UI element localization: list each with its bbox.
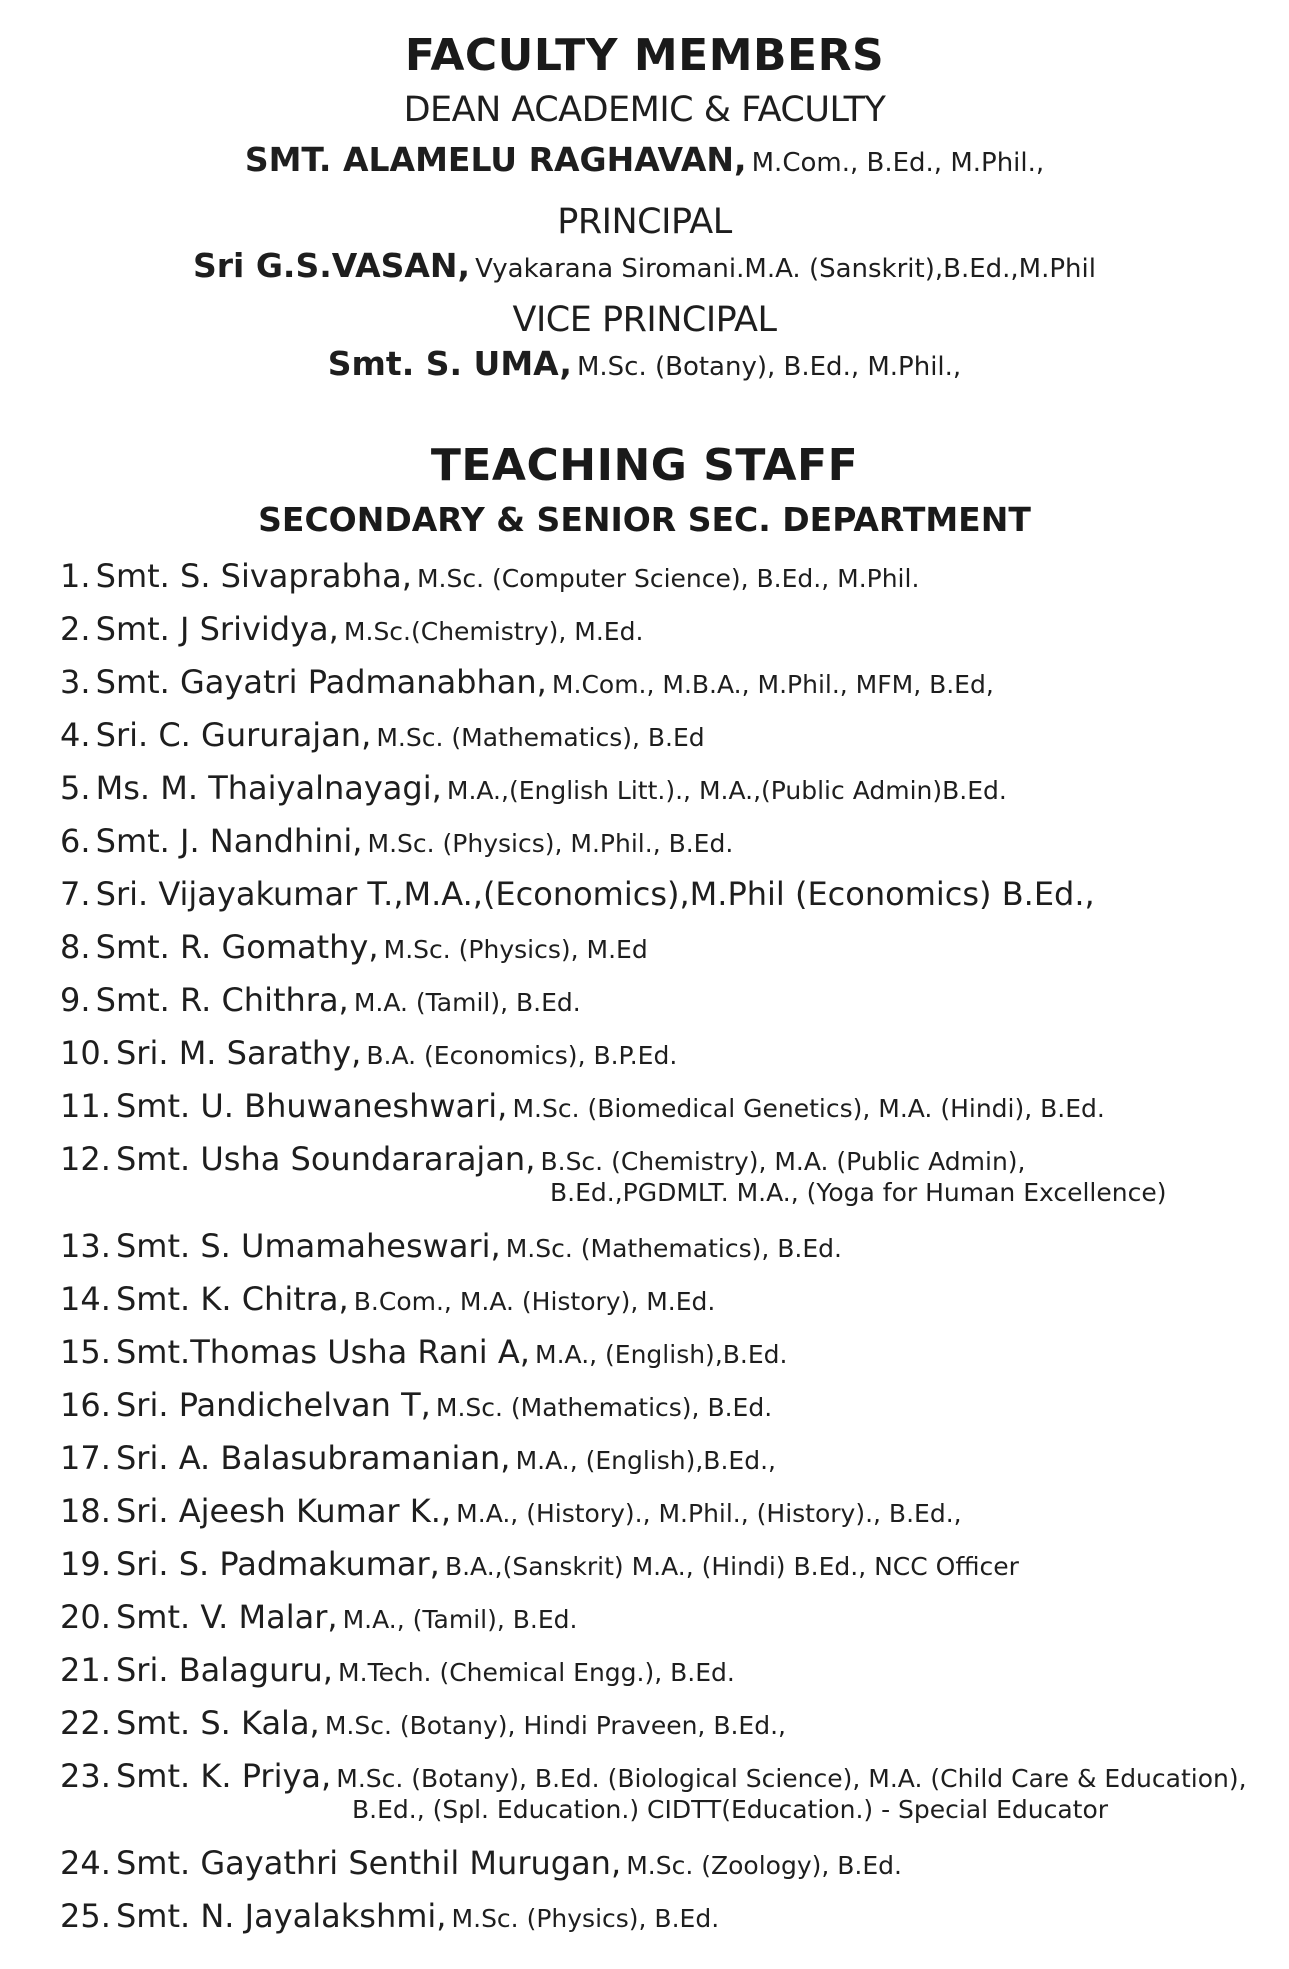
- staff-name: Smt. Usha Soundararajan,: [115, 1140, 536, 1178]
- staff-qualifications: M.Sc. (Mathematics), B.Ed.: [435, 1393, 773, 1422]
- staff-qualifications: M.A., (English),B.Ed.: [535, 1340, 788, 1369]
- staff-name: Smt.Thomas Usha Rani A,: [115, 1333, 530, 1371]
- staff-list-item: 13. Smt. S. Umamaheswari, M.Sc. (Mathematics), B.Ed.: [60, 1227, 842, 1265]
- staff-name: Sri. Ajeesh Kumar K.,: [115, 1492, 452, 1530]
- staff-name: Smt. S. Umamaheswari,: [115, 1227, 501, 1265]
- staff-name: Smt. Gayatri Padmanabhan,: [95, 663, 547, 701]
- staff-list-item: 1. Smt. S. Sivaprabha, M.Sc. (Computer Science), B.Ed., M.Phil.: [60, 557, 920, 595]
- staff-qualifications: M.Sc. (Mathematics), B.Ed: [376, 723, 705, 752]
- staff-name: Sri. S. Padmakumar,: [115, 1545, 440, 1583]
- faculty-members-heading: FACULTY MEMBERS: [404, 30, 885, 81]
- staff-qualifications: M.Sc. (Physics), M.Phil., B.Ed.: [367, 829, 734, 858]
- vice-principal-name: Smt. S. UMA,: [327, 344, 572, 383]
- staff-qualifications: B.A. (Economics), B.P.Ed.: [366, 1041, 678, 1070]
- staff-name: Smt. J Srividya,: [95, 610, 339, 648]
- staff-list-item: 15. Smt.Thomas Usha Rani A, M.A., (English),B.Ed.: [60, 1333, 788, 1371]
- staff-name: Sri. Balaguru,: [115, 1651, 333, 1689]
- dean-qualifications: M.Com., B.Ed., M.Phil.,: [751, 148, 1045, 178]
- dean-entry: [0, 140, 1289, 179]
- staff-list-item: 16. Sri. Pandichelvan T, M.Sc. (Mathematics), B.Ed.: [60, 1386, 773, 1424]
- staff-qualifications: M.Sc. (Botany), Hindi Praveen, B.Ed.,: [324, 1711, 786, 1740]
- principal-role-label: PRINCIPAL: [557, 202, 732, 242]
- staff-list-item: 24. Smt. Gayathri Senthil Murugan, M.Sc. (Zoology), B.Ed.: [60, 1844, 902, 1882]
- staff-name: Smt. N. Jayalakshmi,: [115, 1897, 447, 1935]
- staff-name: Smt. U. Bhuwaneshwari,: [115, 1087, 508, 1125]
- staff-qualifications: M.A., (English),B.Ed.,: [515, 1446, 776, 1475]
- staff-name: Sri. C. Gururajan,: [95, 716, 372, 754]
- staff-qualifications: M.Sc. (Computer Science), B.Ed., M.Phil.: [416, 564, 920, 593]
- staff-list-item: 22. Smt. S. Kala, M.Sc. (Botany), Hindi Praveen, B.Ed.,: [60, 1704, 786, 1742]
- staff-name: Sri. Pandichelvan T,: [115, 1386, 431, 1424]
- staff-qualifications: M.Sc. (Zoology), B.Ed.: [626, 1851, 902, 1880]
- dean-name: SMT. ALAMELU RAGHAVAN,: [244, 140, 747, 179]
- vice-principal-entry: [0, 344, 1289, 383]
- staff-name: Smt. R. Chithra,: [95, 981, 349, 1019]
- staff-list-item: 12. Smt. Usha Soundararajan, B.Sc. (Chemistry), M.A. (Public Admin), B.Ed.,PGDMLT. M.A., (Yoga for Human Excellence): [60, 1140, 1260, 1207]
- staff-name: Smt. Gayathri Senthil Murugan,: [115, 1844, 622, 1882]
- staff-name: Sri. M. Sarathy,: [115, 1034, 362, 1072]
- staff-qualifications: M.Sc.(Chemistry), M.Ed.: [343, 617, 644, 646]
- staff-qualifications: M.Sc. (Botany), B.Ed. (Biological Science), M.A. (Child Care & Education),: [336, 1764, 1247, 1793]
- staff-list-item: 6. Smt. J. Nandhini, M.Sc. (Physics), M.Phil., B.Ed.: [60, 822, 734, 860]
- teaching-staff-heading: TEACHING STAFF: [430, 440, 859, 491]
- staff-qualifications: M.Sc. (Biomedical Genetics), M.A. (Hindi), B.Ed.: [512, 1094, 1105, 1123]
- staff-list-item: 11. Smt. U. Bhuwaneshwari, M.Sc. (Biomedical Genetics), M.A. (Hindi), B.Ed.: [60, 1087, 1105, 1125]
- staff-name: Smt. K. Priya,: [115, 1757, 332, 1795]
- staff-name: Ms. M. Thaiyalnayagi,: [95, 769, 442, 807]
- staff-list-item: 14. Smt. K. Chitra, B.Com., M.A. (History), M.Ed.: [60, 1280, 716, 1318]
- department-heading: SECONDARY & SENIOR SEC. DEPARTMENT: [258, 500, 1031, 539]
- staff-name: Smt. S. Kala,: [115, 1704, 320, 1742]
- staff-list-item: 19. Sri. S. Padmakumar, B.A.,(Sanskrit) M.A., (Hindi) B.Ed., NCC Officer: [60, 1545, 1019, 1583]
- staff-list-item: 17. Sri. A. Balasubramanian, M.A., (English),B.Ed.,: [60, 1439, 776, 1477]
- staff-qualifications: M.Sc. (Mathematics), B.Ed.: [505, 1234, 842, 1263]
- staff-list-item: 18. Sri. Ajeesh Kumar K., M.A., (History)., M.Phil., (History)., B.Ed.,: [60, 1492, 962, 1530]
- staff-list-item: 7. Sri. Vijayakumar T.,M.A.,(Economics),M.Phil (Economics) B.Ed.,: [60, 875, 1095, 913]
- staff-name: Smt. J. Nandhini,: [95, 822, 363, 860]
- staff-list-item: 9. Smt. R. Chithra, M.A. (Tamil), B.Ed.: [60, 981, 581, 1019]
- staff-qualifications: M.Tech. (Chemical Engg.), B.Ed.: [338, 1658, 735, 1687]
- staff-qualifications: B.Com., M.A. (History), M.Ed.: [353, 1287, 716, 1316]
- staff-qualifications: M.A.,(English Litt.)., M.A.,(Public Admin)B.Ed.: [446, 776, 1007, 805]
- staff-list-item: 23. Smt. K. Priya, M.Sc. (Botany), B.Ed. (Biological Science), M.A. (Child Care & Education), B.Ed., (Spl. Education.) CIDTT(Education.) - Special Educator: [60, 1757, 1260, 1824]
- staff-list-item: 8. Smt. R. Gomathy, M.Sc. (Physics), M.Ed: [60, 928, 648, 966]
- staff-list-item: 5. Ms. M. Thaiyalnayagi, M.A.,(English Litt.)., M.A.,(Public Admin)B.Ed.: [60, 769, 1007, 807]
- staff-list-item: 21. Sri. Balaguru, M.Tech. (Chemical Engg.), B.Ed.: [60, 1651, 735, 1689]
- staff-list-item: 4. Sri. C. Gururajan, M.Sc. (Mathematics), B.Ed: [60, 716, 705, 754]
- staff-qualifications: M.A., (Tamil), B.Ed.: [342, 1605, 578, 1634]
- staff-list-item: 20. Smt. V. Malar, M.A., (Tamil), B.Ed.: [60, 1598, 578, 1636]
- staff-name: Sri. A. Balasubramanian,: [115, 1439, 511, 1477]
- dean-role-label: DEAN ACADEMIC & FACULTY: [403, 90, 886, 130]
- staff-qualifications: M.Sc. (Physics), M.Ed: [383, 935, 648, 964]
- staff-list-item: 2. Smt. J Srividya, M.Sc.(Chemistry), M.Ed.: [60, 610, 644, 648]
- staff-name: Sri. Vijayakumar T.,M.A.,(Economics),M.Phil (Economics) B.Ed.,: [95, 875, 1095, 913]
- staff-qualifications-continued: B.Ed., (Spl. Education.) CIDTT(Education.) - Special Educator: [352, 1795, 1109, 1824]
- staff-qualifications: M.A. (Tamil), B.Ed.: [353, 988, 581, 1017]
- staff-name: Smt. K. Chitra,: [115, 1280, 349, 1318]
- staff-qualifications-continued: B.Ed.,PGDMLT. M.A., (Yoga for Human Excellence): [550, 1178, 1167, 1207]
- staff-qualifications: B.Sc. (Chemistry), M.A. (Public Admin),: [540, 1147, 1026, 1176]
- staff-list-item: 10. Sri. M. Sarathy, B.A. (Economics), B.P.Ed.: [60, 1034, 678, 1072]
- vice-principal-qualifications: M.Sc. (Botany), B.Ed., M.Phil.,: [576, 352, 962, 382]
- principal-name: Sri G.S.VASAN,: [193, 246, 471, 285]
- staff-name: Smt. R. Gomathy,: [95, 928, 379, 966]
- staff-qualifications: M.A., (History)., M.Phil., (History)., B.Ed.,: [456, 1499, 962, 1528]
- staff-name: Smt. V. Malar,: [115, 1598, 338, 1636]
- principal-qualifications: Vyakarana Siromani.M.A. (Sanskrit),B.Ed.,M.Phil: [475, 254, 1096, 284]
- principal-entry: [0, 246, 1289, 285]
- vice-principal-role-label: VICE PRINCIPAL: [512, 300, 777, 340]
- staff-qualifications: B.A.,(Sanskrit) M.A., (Hindi) B.Ed., NCC Officer: [444, 1552, 1019, 1581]
- staff-list-item: 25. Smt. N. Jayalakshmi, M.Sc. (Physics), B.Ed.: [60, 1897, 720, 1935]
- staff-qualifications: M.Com., M.B.A., M.Phil., MFM, B.Ed,: [551, 670, 994, 699]
- staff-name: Smt. S. Sivaprabha,: [95, 557, 412, 595]
- staff-list-item: 3. Smt. Gayatri Padmanabhan, M.Com., M.B.A., M.Phil., MFM, B.Ed,: [60, 663, 994, 701]
- staff-qualifications: M.Sc. (Physics), B.Ed.: [451, 1904, 720, 1933]
